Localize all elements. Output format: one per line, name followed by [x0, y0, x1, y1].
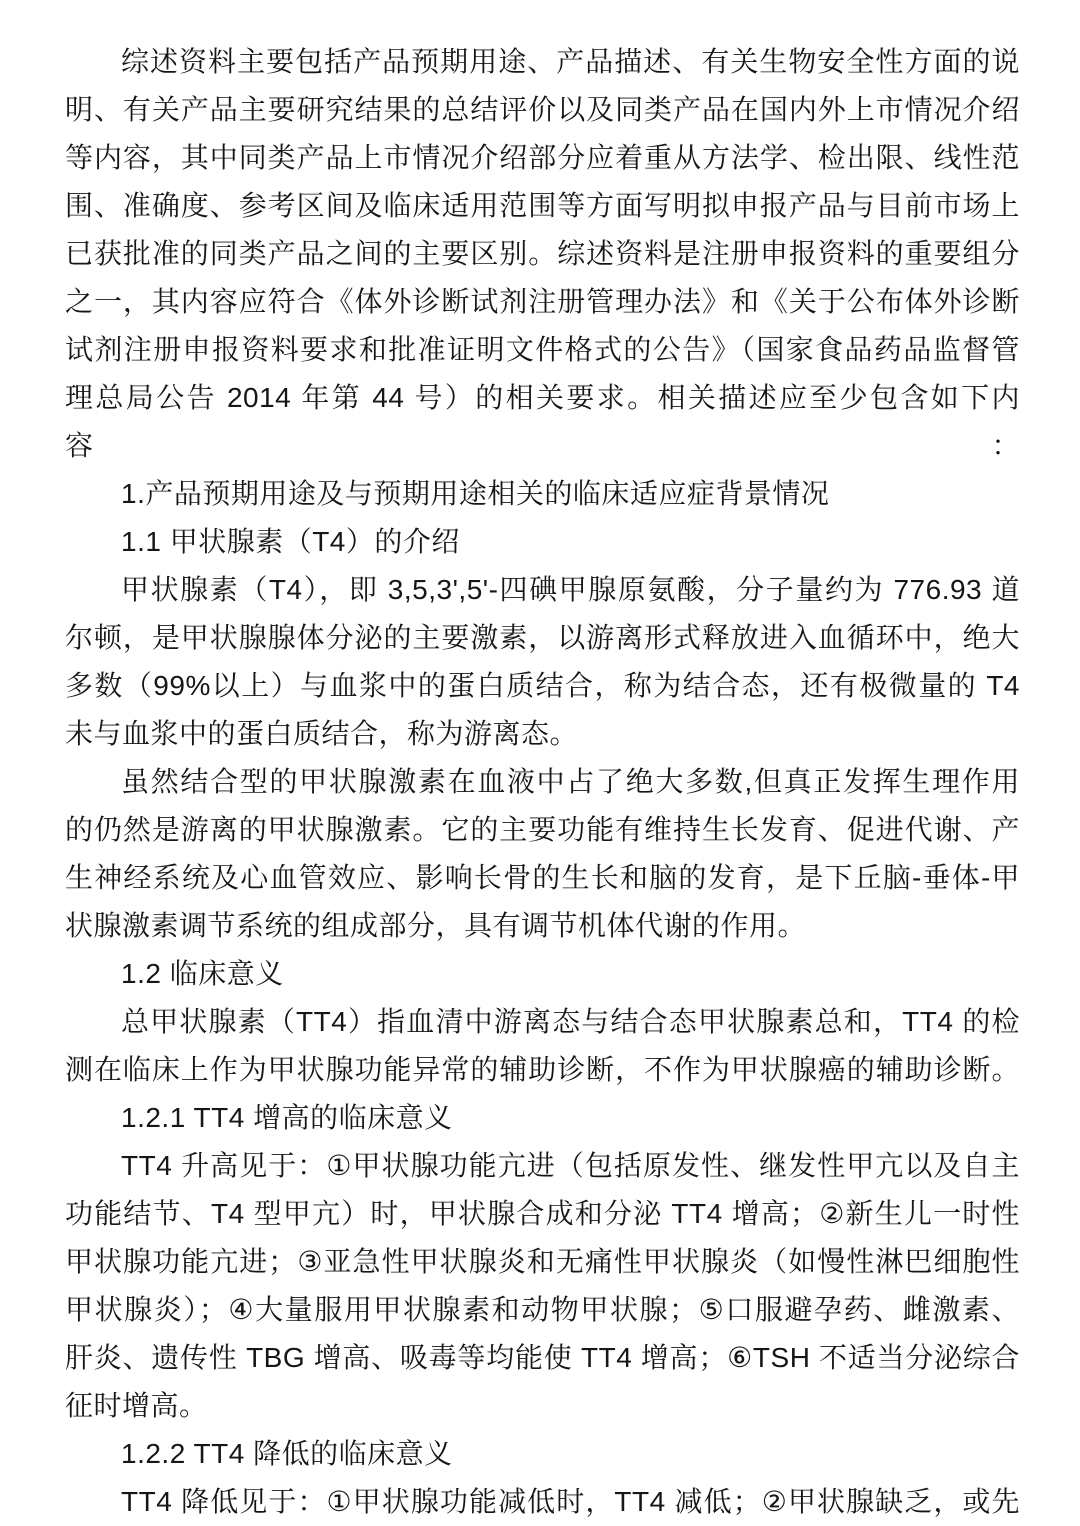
text-line: 总甲状腺素（TT4）指血清中游离态与结合态甲状腺素总和，TT4 的检 — [121, 1006, 1020, 1037]
text-line: 的仍然是游离的甲状腺激素。它的主要功能有维持生长发育、促进代谢、产 — [65, 814, 1020, 845]
text-line: 明、有关产品主要研究结果的总结评价以及同类产品在国内外上市情况介绍 — [65, 94, 1020, 125]
text-line: 1.产品预期用途及与预期用途相关的临床适应症背景情况 — [121, 478, 830, 509]
text-line: 理总局公告 2014 年第 44 号）的相关要求。相关描述应至少包含如下内容： — [65, 382, 1020, 461]
text-line: 1.2.2 TT4 降低的临床意义 — [121, 1438, 453, 1469]
text-line: 已获批准的同类产品之间的主要区别。综述资料是注册申报资料的重要组分 — [65, 238, 1020, 269]
text-line: 甲状腺素（T4），即 3,5,3',5'-四碘甲腺原氨酸，分子量约为 776.93 道 — [121, 574, 1020, 605]
text-line: 1.2.1 TT4 增高的临床意义 — [121, 1102, 453, 1133]
text-line: 多数（99%以上）与血浆中的蛋白质结合，称为结合态，还有极微量的 T4 — [65, 670, 1020, 701]
text-line: 围、准确度、参考区间及临床适用范围等方面写明拟申报产品与目前市场上 — [65, 190, 1020, 221]
text-line: 虽然结合型的甲状腺激素在血液中占了绝大多数,但真正发挥生理作用 — [121, 766, 1020, 797]
text-line: 肝炎、遗传性 TBG 增高、吸毒等均能使 TT4 增高；⑥TSH 不适当分泌综合 — [65, 1342, 1020, 1373]
text-line: 甲状腺功能亢进；③亚急性甲状腺炎和无痛性甲状腺炎（如慢性淋巴细胞性 — [65, 1246, 1020, 1277]
text-line: 尔顿，是甲状腺腺体分泌的主要激素，以游离形式释放进入血循环中，绝大 — [65, 622, 1020, 653]
text-line: 1.1 甲状腺素（T4）的介绍 — [121, 526, 460, 557]
text-line: 测在临床上作为甲状腺功能异常的辅助诊断，不作为甲状腺癌的辅助诊断。 — [65, 1054, 1020, 1085]
text-line: TT4 降低见于：①甲状腺功能减低时，TT4 减低；②甲状腺缺乏，或先 — [121, 1486, 1020, 1517]
text-line: 功能结节、T4 型甲亢）时，甲状腺合成和分泌 TT4 增高；②新生儿一时性 — [65, 1198, 1020, 1229]
text-line: 1.2 临床意义 — [121, 958, 284, 989]
text-line: 未与血浆中的蛋白质结合，称为游离态。 — [65, 718, 579, 749]
text-line: 综述资料主要包括产品预期用途、产品描述、有关生物安全性方面的说 — [121, 46, 1020, 77]
text-line: 之一，其内容应符合《体外诊断试剂注册管理办法》和《关于公布体外诊断 — [65, 286, 1020, 317]
text-line: TT4 升高见于：①甲状腺功能亢进（包括原发性、继发性甲亢以及自主 — [121, 1150, 1020, 1181]
document-body — [65, 38, 1020, 1526]
text-line: 甲状腺炎）；④大量服用甲状腺素和动物甲状腺；⑤口服避孕药、雌激素、 — [65, 1294, 1020, 1325]
text-line: 生神经系统及心血管效应、影响长骨的生长和脑的发育，是下丘脑-垂体-甲 — [65, 862, 1020, 893]
text-line: 试剂注册申报资料要求和批准证明文件格式的公告》（国家食品药品监督管 — [65, 334, 1020, 365]
text-line: 状腺激素调节系统的组成部分，具有调节机体代谢的作用。 — [65, 910, 807, 941]
text-line: 征时增高。 — [65, 1390, 208, 1421]
text-line: 等内容，其中同类产品上市情况介绍部分应着重从方法学、检出限、线性范 — [65, 142, 1020, 173]
